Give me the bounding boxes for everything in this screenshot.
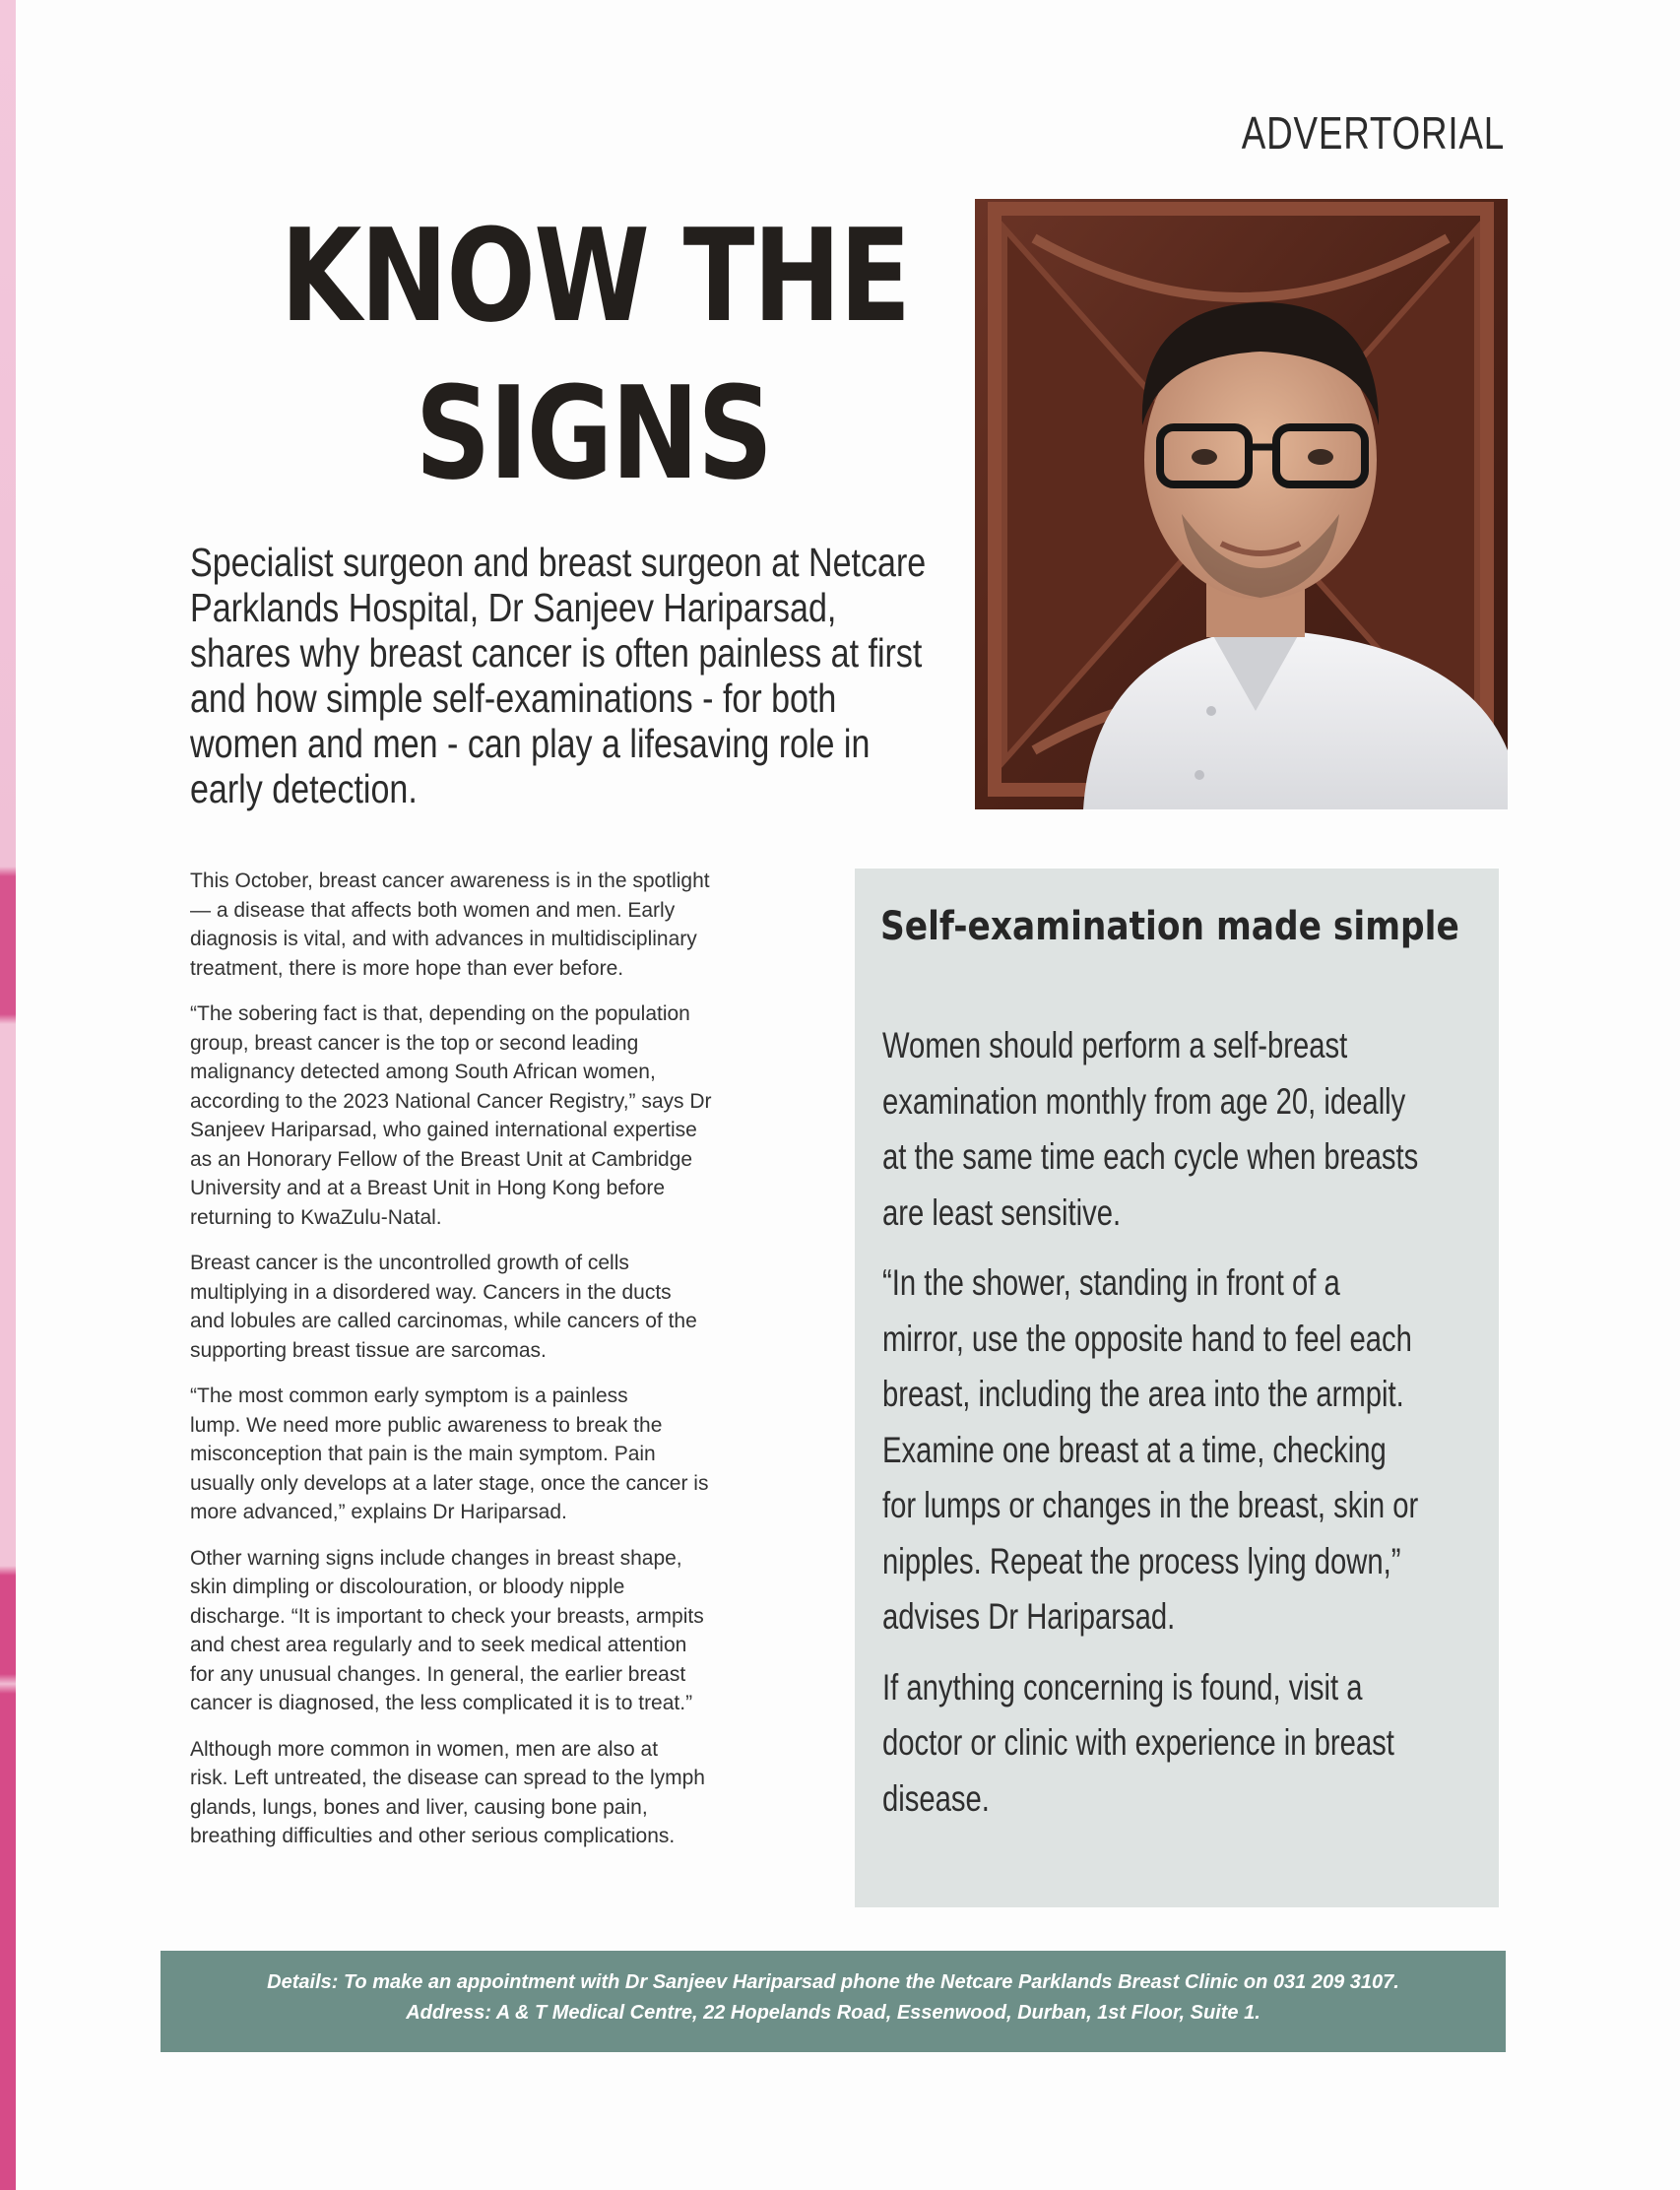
sidebar-line: mirror, use the opposite hand to feel each — [882, 1318, 1412, 1359]
body-line: “The sobering fact is that, depending on the population — [190, 1002, 690, 1025]
body-line: group, breast cancer is the top or second leading — [190, 1031, 639, 1055]
body-line: misconception that pain is the main symptom. Pain — [190, 1443, 656, 1465]
headline — [280, 197, 910, 512]
intro-line: shares why breast cancer is often painless at first — [190, 630, 923, 676]
body-line: and chest area regularly and to seek medical attention — [190, 1634, 687, 1656]
sidebar-line: “In the shower, standing in front of a — [882, 1262, 1340, 1303]
footer-details-line: Details: To make an appointment with Dr Sanjeev Hariparsad phone the Netcare Parklands Breast Clinic on 031 209 3107. — [267, 1971, 1399, 1993]
body-line: skin dimpling or discolouration, or bloody nipple — [190, 1576, 625, 1598]
body-text-column — [190, 867, 820, 1868]
body-line: — a disease that affects both women and men. Early — [190, 898, 676, 922]
body-line: according to the 2023 National Cancer Registry,” says Dr — [190, 1089, 712, 1113]
sidebar-line: disease. — [882, 1777, 990, 1819]
body-line: discharge. “It is important to check your breasts, armpits — [190, 1604, 704, 1628]
body-line: cancer is diagnosed, the less complicated it is to treat.” — [190, 1692, 693, 1714]
sidebar-line: for lumps or changes in the breast, skin or — [882, 1485, 1419, 1525]
self-exam-sidebar-box — [855, 869, 1499, 1907]
sidebar-line: breast, including the area into the armpit. — [882, 1374, 1404, 1414]
body-line: usually only develops at a later stage, once the cancer is — [190, 1471, 709, 1495]
body-paragraph — [190, 1382, 820, 1527]
sidebar-text — [882, 1018, 1427, 1841]
section-tag: ADVERTORIAL — [1241, 107, 1505, 159]
body-line: and lobules are called carcinomas, while cancers of the — [190, 1310, 697, 1332]
sidebar-title: Self-examination made simple — [880, 904, 1459, 949]
intro-line: early detection. — [190, 766, 418, 811]
doctor-portrait-illustration — [975, 199, 1508, 809]
headline-line-1: KNOW THE — [280, 201, 910, 351]
sidebar-line: Women should perform a self-breast — [882, 1025, 1348, 1065]
body-paragraph — [190, 1544, 820, 1718]
body-paragraph — [190, 1249, 820, 1365]
body-line: supporting breast tissue are sarcomas. — [190, 1338, 547, 1362]
body-line: for any unusual changes. In general, the earlier breast — [190, 1662, 686, 1686]
body-line: malignancy detected among South African women, — [190, 1061, 656, 1083]
sidebar-paragraph — [882, 1018, 1427, 1241]
intro-line: Parklands Hospital, Dr Sanjeev Hariparsad, — [190, 585, 837, 630]
edge-color-strip — [0, 0, 16, 2190]
body-line: more advanced,” explains Dr Hariparsad. — [190, 1501, 567, 1523]
sidebar-line: at the same time each cycle when breasts — [882, 1136, 1419, 1177]
contact-details-banner — [161, 1951, 1506, 2052]
intro-line: Specialist surgeon and breast surgeon at Netcare — [190, 540, 927, 585]
sidebar-paragraph — [882, 1256, 1427, 1645]
body-line: multiplying in a disordered way. Cancers in the ducts — [190, 1280, 672, 1304]
body-line: Breast cancer is the uncontrolled growth of cells — [190, 1252, 629, 1274]
body-line: Sanjeev Hariparsad, who gained international expertise — [190, 1119, 697, 1141]
sidebar-line: are least sensitive. — [882, 1192, 1122, 1233]
body-line: diagnosis is vital, and with advances in multidisciplinary — [190, 928, 697, 950]
body-line: breathing difficulties and other serious complications. — [190, 1825, 676, 1847]
body-paragraph — [190, 1735, 820, 1851]
sidebar-line: doctor or clinic with experience in breast — [882, 1722, 1394, 1763]
sidebar-line: advises Dr Hariparsad. — [882, 1596, 1176, 1637]
body-line: risk. Left untreated, the disease can spread to the lymph — [190, 1767, 705, 1789]
body-paragraph — [190, 999, 820, 1232]
doctor-portrait-photo — [975, 199, 1508, 809]
intro-line: women and men - can play a lifesaving role in — [190, 721, 871, 766]
sidebar-line: If anything concerning is found, visit a — [882, 1666, 1363, 1707]
body-line: returning to KwaZulu-Natal. — [190, 1205, 442, 1229]
sidebar-paragraph — [882, 1660, 1427, 1828]
body-line: Although more common in women, men are also at — [190, 1737, 659, 1761]
body-line: glands, lungs, bones and liver, causing bone pain, — [190, 1795, 648, 1819]
sidebar-line: nipples. Repeat the process lying down,” — [882, 1540, 1401, 1581]
intro-line: and how simple self-examinations - for both — [190, 676, 837, 721]
intro-standfirst — [190, 540, 927, 811]
body-line: This October, breast cancer awareness is in the spotlight — [190, 870, 710, 892]
body-line: lump. We need more public awareness to break the — [190, 1413, 663, 1437]
body-paragraph — [190, 867, 820, 983]
body-line: “The most common early symptom is a painless — [190, 1385, 628, 1407]
body-line: treatment, there is more hope than ever before. — [190, 956, 624, 980]
body-line: as an Honorary Fellow of the Breast Unit at Cambridge — [190, 1147, 693, 1171]
body-line: University and at a Breast Unit in Hong Kong before — [190, 1177, 666, 1199]
headline-line-2: SIGNS — [415, 358, 772, 508]
sidebar-line: examination monthly from age 20, ideally — [882, 1080, 1406, 1122]
body-line: Other warning signs include changes in breast shape, — [190, 1546, 682, 1570]
footer-address-line: Address: A & T Medical Centre, 22 Hopelands Road, Essenwood, Durban, 1st Floor, Suite 1. — [406, 2002, 1260, 2024]
sidebar-line: Examine one breast at a time, checking — [882, 1429, 1387, 1470]
